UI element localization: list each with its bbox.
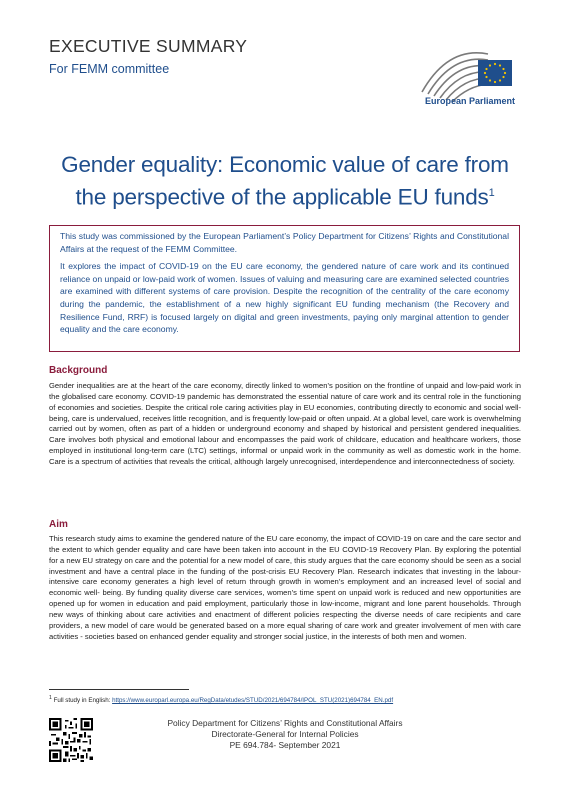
title-line-1: Gender equality: Economic value of care from (61, 152, 509, 177)
footnote-divider (49, 689, 189, 690)
abstract-box (49, 225, 520, 352)
document-type-title: EXECUTIVE SUMMARY (49, 36, 248, 56)
footer-reference: PE 694.784- September 2021 (229, 740, 341, 750)
page-footer (120, 718, 450, 751)
aim-paragraph: This research study aims to examine the gendered nature of the EU care economy, the impact of COVID-19 on care and the care sector and the extent to which gender equality and care have been taken into account in the EU COVID-19 Recovery Plan. By exploring the potential for a new EU strategy on care and the potential for a new model of care, this study argues that the care economy should be seen as a social investment and have a central place in the funding of the post-crisis EU Recovery Plan. Research indicates that investing in the labour-intensive care economy generates a high level of return through growth in women’s employment and an increased level of social and economic well- being. By funding quality diverse care services, women’s time spent on unpaid work is reduced and new opportunities are opened up for women in education and paid employment, particularly those in low-income, migrant and lone parent households. Through new ways of thinking about care activities and enactment of different policies respecting the diverse needs of care recipients and care providers, a new model of care would be generated based on a more equal sharing of care work and greater involvement of men with care activities - societies based on enhanced gender equality and stronger social justice, in the interests of both men and women. (49, 534, 521, 641)
page-title (30, 150, 540, 212)
footnote-study-link[interactable]: https://www.europarl.europa.eu/RegData/etudes/STUD/2021/694784/IPOL_STU(2021)694784_EN.pdf (112, 697, 394, 705)
title-line-2: the perspective of the applicable EU funds$^1$ (75, 184, 495, 210)
title-footnote-mark: 1 (488, 187, 495, 199)
footnote (49, 695, 529, 704)
footnote-prefix: Full study in English: (53, 697, 113, 705)
footnote-mark: 1 (49, 695, 52, 701)
abstract-paragraph-1: This study was commissioned by the European Parliament’s Policy Department for Citizens’ Rights and Constitutional Affairs at the request of the FEMM Committee. (60, 231, 509, 254)
background-heading: Background (49, 365, 108, 376)
abstract-paragraph-2: It explores the impact of COVID-19 on the EU care economy, the gendered nature of care work and its continued reliance on unpaid or low-paid work of women. Issues of valuing and measuring care are examined selected countries are examined with different systems of care provision. Despite the recognition of the centrality of the care economy during the pandemic, the establishment of a new highly significant EU funding mechanism (the Recovery and Resilience Fund, RRF) is focused largely on digital and green investments, paying only marginal attention to gender equality and the care economy. (60, 261, 509, 335)
footer-department: Policy Department for Citizens’ Rights and Constitutional Affairs (167, 718, 403, 728)
aim-heading: Aim (49, 519, 68, 530)
footer-directorate: Directorate-General for Internal Policies (211, 729, 359, 739)
logo-label: European Parliament (425, 96, 516, 106)
qr-code-icon[interactable] (49, 718, 93, 762)
committee-subtitle: For FEMM committee (49, 62, 170, 76)
background-paragraph: Gender inequalities are at the heart of the care economy, directly linked to women’s position on the frontline of unpaid and low-paid work in the globalised care economy. COVID-19 pandemic has demonstrated the essential nature of care work and its central role in the functioning of economies and societies. Despite the critical role caring activities play in EU economies, contributing directly to economic and social well-being, care is undervalued, receives little recognition, and is frequently low-paid or often unpaid. At a global level, care work is overwhelming carried out by women, often as part of a hidden or underground economy and shaped by historical and persistent gendered inequalities. Care involves both physical and emotional labour and encompasses the paid work of childcare, education and healthcare workers, those employed in institutional long-term care (LTC) settings, informal or unpaid work in the community as well as domestic work in the home. Care is a spectrum of activities that reveals the critical, although largely unrecognised, interdependence and interconnectedness of society. (49, 381, 521, 466)
